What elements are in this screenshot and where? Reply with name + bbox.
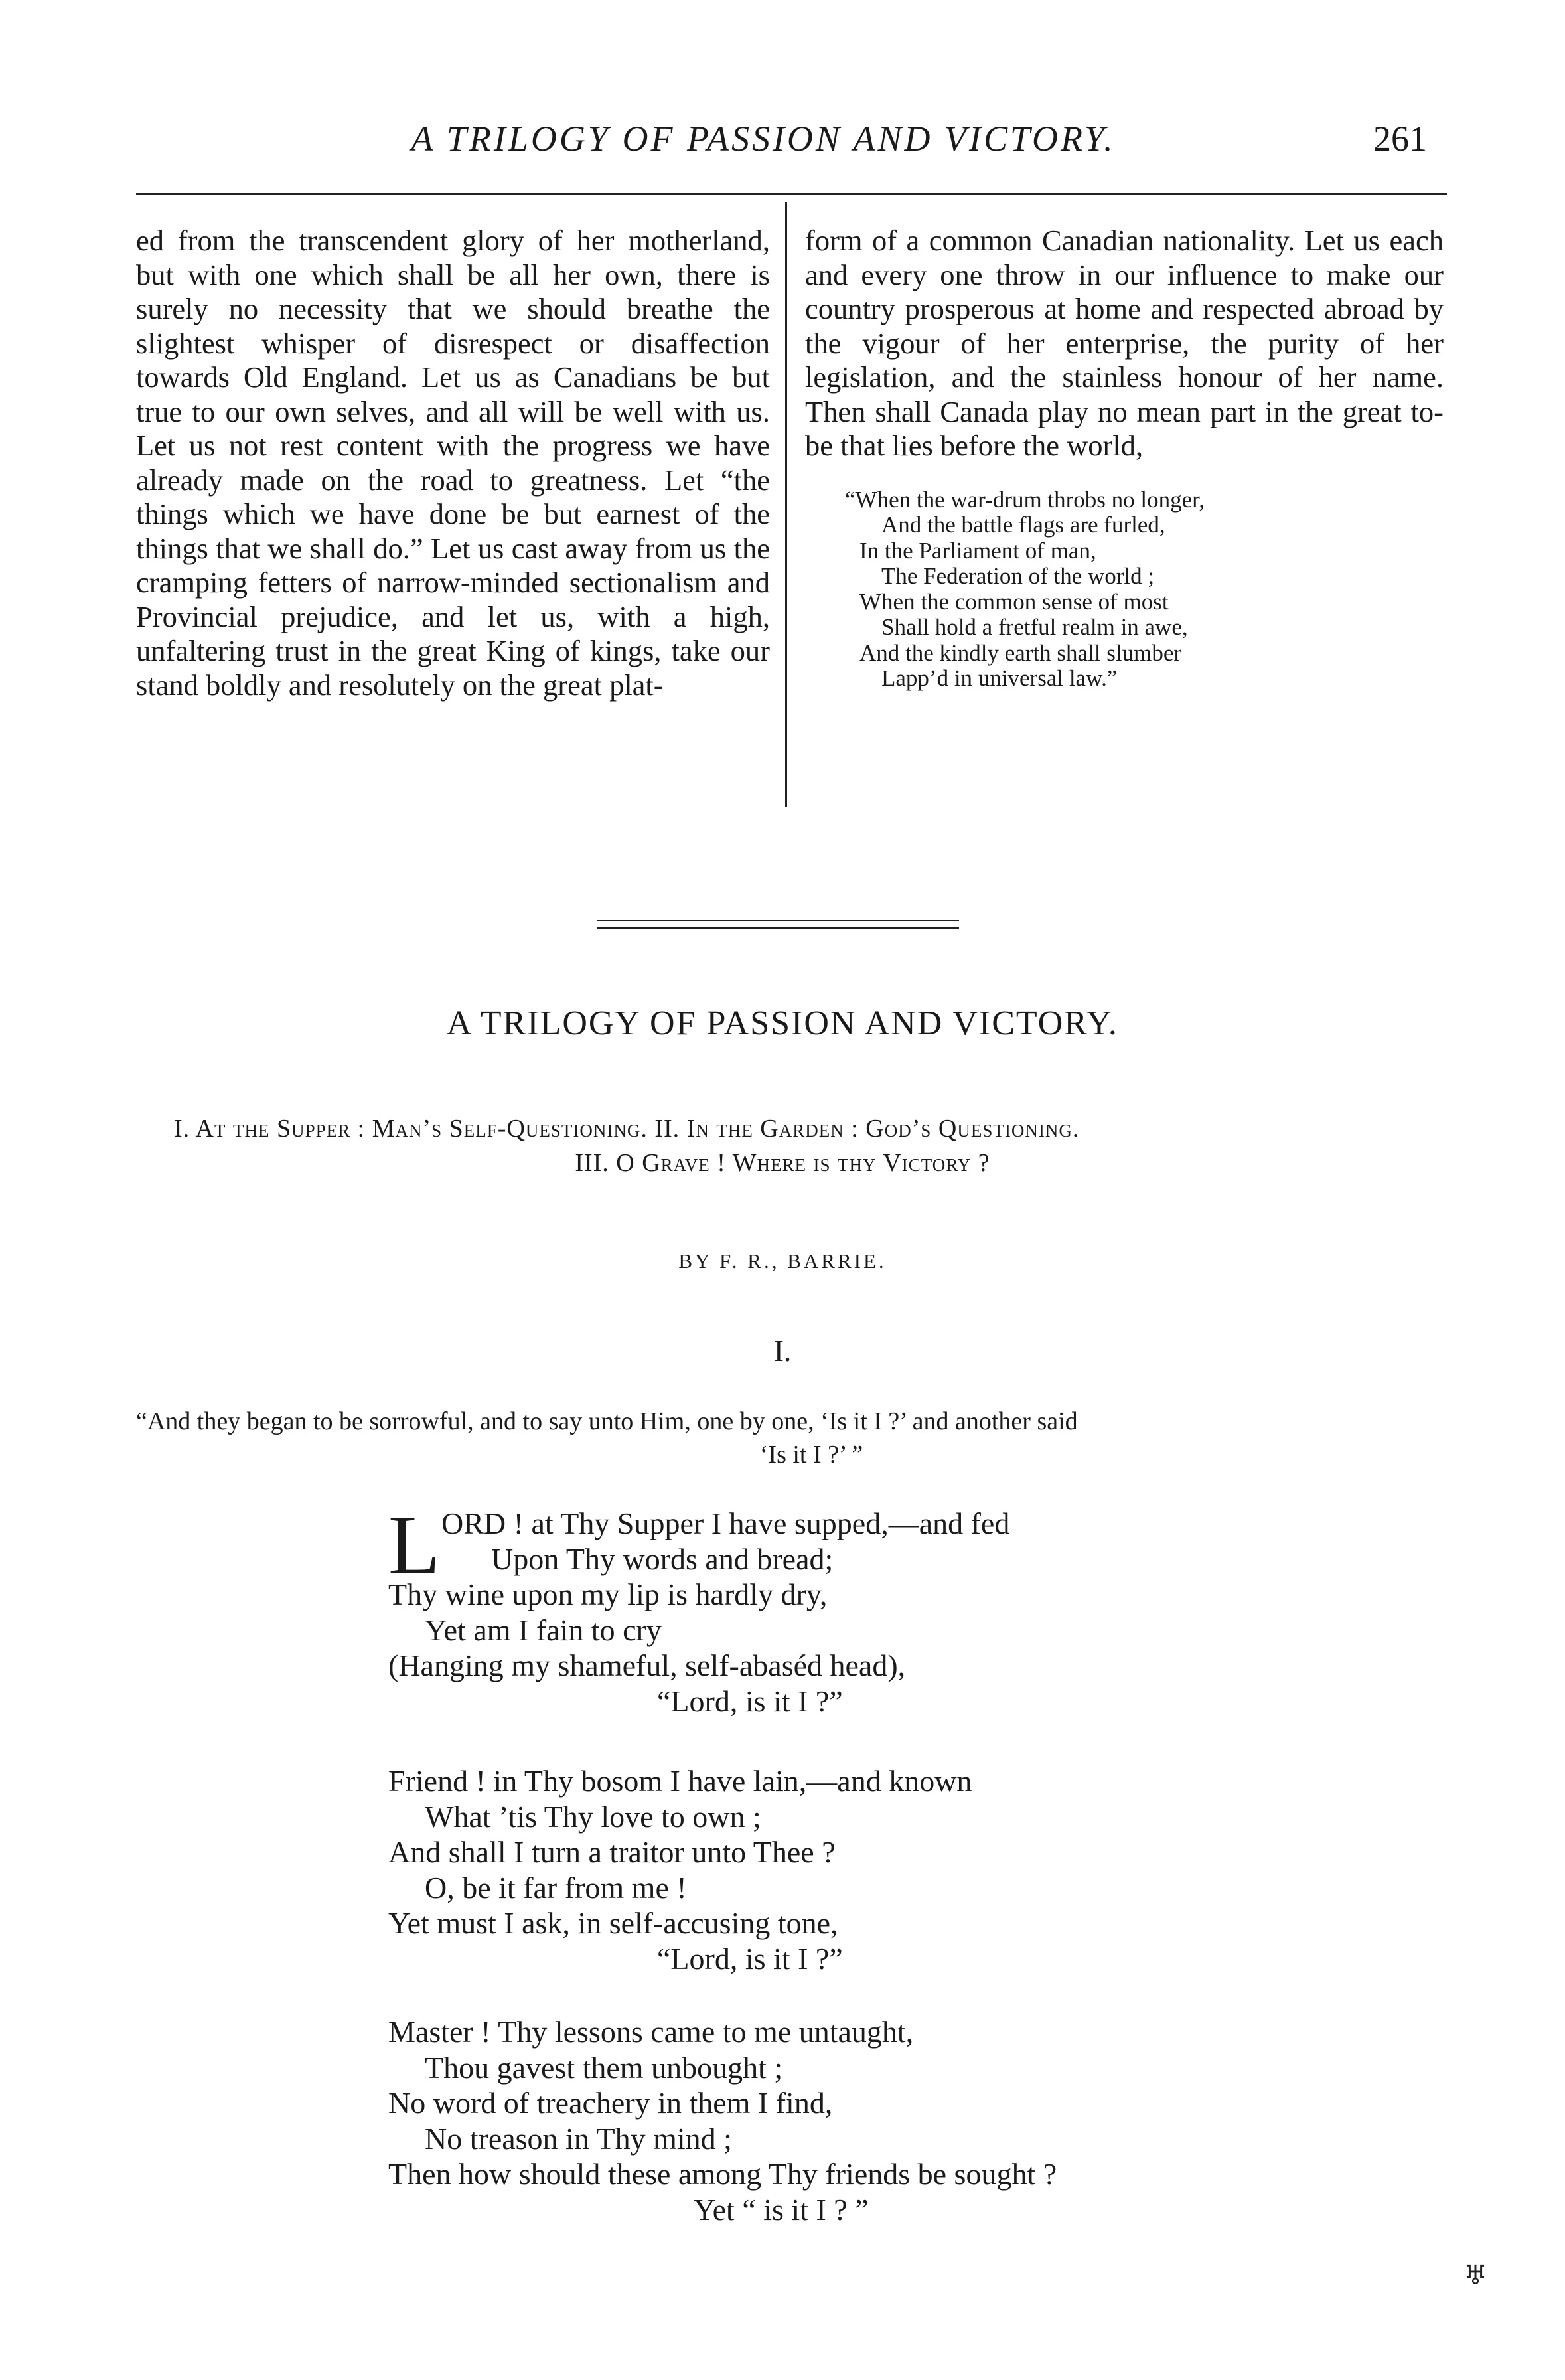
- section-separator: [597, 920, 959, 929]
- section-number: I.: [773, 1334, 792, 1368]
- byline: BY F. R., BARRIE.: [678, 1249, 887, 1273]
- right-column: [805, 224, 1444, 692]
- verse-line: “When the war-drum throbs no longer,: [845, 486, 1205, 513]
- poem-line: Yet am I fain to cry: [425, 1613, 662, 1647]
- verse-line: Shall hold a fretful realm in awe,: [881, 614, 1188, 640]
- left-column: [136, 224, 770, 702]
- article-subtitle-line-1: I. At the Supper : Man’s Self-Questioning. II. In the Garden : God’s Questioning.: [174, 1115, 1080, 1143]
- verse-line: The Federation of the world ;: [881, 563, 1155, 589]
- article-title: A TRILOGY OF PASSION AND VICTORY.: [447, 1004, 1118, 1042]
- poem-line: Upon Thy words and bread;: [491, 1542, 834, 1576]
- poem-line: Thou gavest them unbought ;: [425, 2050, 783, 2085]
- quoted-verse: [845, 487, 1444, 692]
- poem-line: And shall I turn a traitor unto Thee ?: [388, 1835, 836, 1869]
- poem-line: No treason in Thy mind ;: [425, 2121, 732, 2156]
- poem-line: ORD ! at Thy Supper I have supped,—and fed: [441, 1506, 1010, 1540]
- right-column-paragraph: form of a common Canadian nationality. Let us each and every one throw in our influence to make our country prosperous at home and respected abroad by the vigour of her enterprise, the purity of her legislation, and the stainless honour of her name. Then shall Canada play no mean part in the great to-be that lies before the world,: [805, 224, 1444, 462]
- poem-line: Yet must I ask, in self-accusing tone,: [388, 1906, 838, 1940]
- poem-refrain: Yet “ is it I ? ”: [694, 2192, 869, 2227]
- epigraph: [136, 1405, 1447, 1471]
- verse-line: When the common sense of most: [859, 588, 1169, 615]
- poem-line: O, be it far from me !: [425, 1870, 687, 1905]
- verse-line: And the kindly earth shall slumber: [859, 639, 1182, 666]
- column-divider: [785, 202, 787, 807]
- epigraph-line: ‘Is it I ?’ ”: [759, 1441, 863, 1468]
- poem-stanza-1: [388, 1498, 1010, 1719]
- epigraph-line: “And they began to be sorrowful, and to say unto Him, one by one, ‘Is it I ?’ and another said: [136, 1407, 1078, 1435]
- left-column-paragraph: ed from the transcendent glory of her motherland, but with one which shall be all her own, there is surely no necessity that we should breathe the slightest whisper of disrespect or disaffection towards Old England. Let us as Canadians be but true to our own selves, and all will be well with us. Let us not rest content with the progress we have already made on the road to greatness. Let “the things which we have done be but earnest of the things that we shall do.” Let us cast away from us the cramping fetters of narrow-minded sectionalism and Provincial prejudice, and let us, with a high, unfaltering trust in the great King of kings, take our stand boldly and resolutely on the great plat-: [136, 224, 770, 702]
- header-rule: [136, 193, 1447, 195]
- poem-stanza-2: [388, 1763, 972, 1976]
- verse-line: In the Parliament of man,: [859, 537, 1096, 564]
- margin-mark: ♅: [1463, 2261, 1487, 2290]
- poem-line: Thy wine upon my lip is hardly dry,: [388, 1577, 828, 1611]
- running-head: [133, 118, 1427, 165]
- poem-refrain: “Lord, is it I ?”: [657, 1941, 843, 1976]
- drop-cap: L: [388, 1498, 441, 1592]
- poem-line: Master ! Thy lessons came to me untaught,: [388, 2015, 914, 2049]
- verse-line: Lapp’d in universal law.”: [881, 665, 1118, 691]
- poem-line: Friend ! in Thy bosom I have lain,—and known: [388, 1764, 972, 1798]
- page-number: 261: [1373, 119, 1427, 159]
- poem-line: Then how should these among Thy friends be sought ?: [388, 2157, 1057, 2191]
- verse-line: And the battle flags are furled,: [881, 512, 1165, 538]
- poem-line: What ’tis Thy love to own ;: [425, 1799, 761, 1834]
- running-head-title: A TRILOGY OF PASSION AND VICTORY.: [411, 119, 1116, 159]
- poem-line: (Hanging my shameful, self-abaséd head),: [388, 1648, 906, 1682]
- article-subtitle-line-2: III. O Grave ! Where is thy Victory ?: [575, 1149, 990, 1177]
- poem-refrain: “Lord, is it I ?”: [657, 1684, 843, 1718]
- poem-line: No word of treachery in them I find,: [388, 2086, 833, 2120]
- poem-stanza-3: [388, 2014, 1057, 2227]
